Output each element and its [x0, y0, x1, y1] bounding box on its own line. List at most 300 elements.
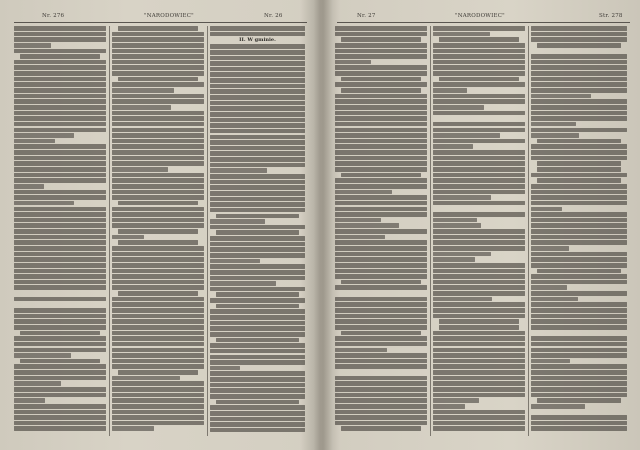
column-heading: II. W gminie.	[239, 37, 276, 44]
column-divider	[207, 26, 208, 436]
text-line	[112, 331, 204, 336]
text-line	[531, 150, 627, 155]
text-line	[14, 376, 106, 381]
text-line	[531, 223, 627, 228]
text-line	[335, 223, 399, 228]
text-line	[531, 133, 579, 138]
text-line	[433, 240, 525, 245]
text-line	[433, 32, 490, 37]
text-line	[433, 99, 525, 104]
text-line	[210, 383, 305, 388]
text-line	[433, 178, 525, 183]
text-line	[210, 236, 305, 241]
text-line	[210, 101, 305, 106]
text-line	[335, 167, 427, 172]
text-line	[14, 223, 106, 228]
text-line	[433, 144, 473, 149]
text-line	[210, 32, 305, 37]
text-line	[531, 94, 591, 99]
text-line	[341, 426, 422, 431]
text-line	[210, 78, 305, 83]
text-line	[531, 60, 627, 65]
text-line	[335, 190, 392, 195]
text-line	[531, 257, 627, 262]
text-line	[335, 263, 427, 268]
text-line	[112, 122, 204, 127]
text-line	[433, 302, 525, 307]
text-line	[210, 140, 305, 145]
text-line	[14, 156, 106, 161]
text-line	[14, 128, 106, 133]
text-line	[433, 297, 492, 302]
text-line	[433, 65, 525, 70]
text-line	[531, 336, 627, 341]
masthead-right: "NARODOWIEC"	[455, 13, 505, 19]
text-line	[112, 49, 204, 54]
text-line	[14, 184, 44, 189]
text-line	[335, 133, 427, 138]
column-divider	[430, 26, 431, 436]
text-line	[14, 269, 106, 274]
text-line	[210, 343, 305, 348]
text-line	[531, 421, 627, 426]
text-line	[335, 49, 427, 54]
text-line	[531, 263, 627, 268]
text-line	[433, 60, 525, 65]
text-line	[14, 370, 106, 375]
text-line	[112, 342, 204, 347]
text-line	[335, 404, 427, 409]
text-line	[14, 37, 106, 42]
text-line	[537, 139, 621, 144]
text-line	[210, 355, 305, 360]
text-line	[335, 269, 427, 274]
text-line	[433, 167, 525, 172]
issue-number-left-2: Nr. 26	[264, 13, 283, 19]
text-line	[335, 105, 427, 110]
text-line	[531, 415, 627, 420]
text-line	[210, 56, 305, 61]
text-line	[210, 270, 305, 275]
text-line	[433, 331, 525, 336]
text-line	[531, 426, 627, 431]
text-line	[14, 122, 106, 127]
text-line	[531, 77, 627, 82]
text-line	[531, 302, 627, 307]
text-line	[531, 201, 627, 206]
text-line	[216, 230, 300, 235]
text-line	[210, 197, 305, 202]
text-line	[112, 139, 204, 144]
column-divider	[109, 26, 110, 436]
text-line	[531, 393, 627, 398]
text-line	[210, 123, 305, 128]
text-line	[210, 225, 305, 230]
text-line	[210, 259, 260, 264]
text-line	[14, 336, 106, 341]
text-line	[14, 263, 106, 268]
text-line	[210, 411, 305, 416]
text-line	[112, 364, 204, 369]
text-line	[335, 376, 427, 381]
text-line	[112, 150, 204, 155]
text-line	[20, 359, 101, 364]
text-line	[112, 184, 204, 189]
text-line	[14, 178, 106, 183]
text-line	[433, 308, 525, 313]
text-line	[531, 235, 627, 240]
text-line	[433, 404, 465, 409]
text-line	[531, 291, 627, 296]
text-line	[14, 285, 106, 290]
text-line	[210, 95, 305, 100]
text-line	[112, 156, 204, 161]
text-line	[14, 257, 106, 262]
text-line	[433, 161, 525, 166]
text-line	[14, 111, 106, 116]
text-line	[335, 235, 385, 240]
text-line	[335, 415, 427, 420]
right-page	[323, 0, 640, 450]
text-line	[341, 37, 422, 42]
text-line	[14, 240, 106, 245]
text-line	[335, 65, 427, 70]
text-line	[112, 314, 204, 319]
text-line	[216, 400, 300, 405]
text-line	[14, 71, 106, 76]
text-line	[335, 229, 427, 234]
text-line	[335, 410, 427, 415]
text-line	[112, 376, 180, 381]
text-line	[112, 43, 204, 48]
text-line	[335, 291, 427, 296]
text-line	[531, 359, 570, 364]
text-line	[335, 82, 427, 87]
text-line	[112, 105, 171, 110]
text-line	[14, 297, 106, 302]
text-line	[112, 319, 204, 324]
text-line	[433, 212, 525, 217]
text-line	[14, 393, 106, 398]
text-line	[210, 315, 305, 320]
text-line	[531, 207, 562, 212]
text-line	[341, 88, 422, 93]
text-line	[531, 99, 627, 104]
text-line	[531, 252, 627, 257]
text-line	[531, 240, 627, 245]
text-line	[14, 82, 106, 87]
text-line	[210, 276, 305, 281]
text-line	[20, 54, 101, 59]
text-line	[210, 208, 305, 213]
masthead-left: "NARODOWIEC"	[144, 13, 194, 19]
text-line	[335, 139, 427, 144]
text-line	[210, 44, 305, 49]
text-line	[335, 274, 427, 279]
text-line	[216, 214, 300, 219]
text-line	[433, 336, 525, 341]
text-column-5	[433, 26, 525, 444]
left-page-header	[14, 13, 307, 21]
text-line	[537, 43, 621, 48]
text-line	[335, 122, 427, 127]
text-line	[210, 135, 305, 140]
text-line	[335, 218, 381, 223]
text-line	[112, 410, 204, 415]
text-line	[531, 297, 578, 302]
text-line	[14, 280, 106, 285]
text-line	[433, 274, 525, 279]
text-line	[14, 49, 106, 54]
text-line	[112, 88, 174, 93]
text-line	[335, 150, 427, 155]
text-line	[335, 325, 427, 330]
text-line	[537, 178, 621, 183]
text-line	[14, 235, 106, 240]
text-line	[433, 156, 525, 161]
text-line	[112, 65, 204, 70]
text-line	[335, 314, 427, 319]
text-line	[335, 111, 427, 116]
text-line	[531, 285, 567, 290]
text-line	[531, 308, 627, 313]
text-line	[335, 195, 427, 200]
text-line	[112, 336, 204, 341]
text-line	[433, 348, 525, 353]
text-line	[210, 84, 305, 89]
text-line	[433, 105, 484, 110]
text-line	[531, 116, 627, 121]
text-line	[531, 111, 627, 116]
text-line	[433, 223, 481, 228]
text-line	[531, 229, 627, 234]
text-line	[433, 122, 525, 127]
text-line	[531, 173, 627, 178]
text-line	[112, 161, 204, 166]
text-line	[433, 314, 525, 319]
text-line	[335, 161, 427, 166]
left-page	[0, 0, 317, 450]
text-line	[14, 116, 106, 121]
text-line	[14, 314, 106, 319]
text-line	[210, 253, 305, 258]
text-line	[14, 364, 106, 369]
text-line	[112, 94, 204, 99]
text-line	[14, 65, 106, 70]
text-line	[112, 82, 204, 87]
text-line	[210, 67, 305, 72]
text-line	[531, 246, 569, 251]
text-line	[14, 190, 106, 195]
text-line	[210, 146, 305, 151]
text-line	[335, 207, 427, 212]
text-line	[433, 398, 479, 403]
text-line	[433, 421, 525, 426]
text-line	[14, 291, 106, 296]
text-line	[531, 128, 627, 133]
text-line	[112, 111, 204, 116]
text-line	[112, 71, 204, 76]
text-line	[433, 94, 525, 99]
text-line	[433, 111, 525, 116]
text-line	[335, 116, 427, 121]
text-line	[112, 167, 168, 172]
text-line	[537, 398, 621, 403]
text-line	[210, 298, 305, 303]
text-line	[210, 129, 305, 134]
text-line	[112, 359, 204, 364]
text-line	[14, 218, 106, 223]
text-line	[433, 280, 525, 285]
text-line	[14, 308, 106, 313]
text-line	[531, 280, 627, 285]
text-line	[433, 218, 477, 223]
text-line	[433, 201, 525, 206]
text-line	[14, 32, 106, 37]
text-line	[112, 32, 204, 37]
text-line	[210, 388, 305, 393]
text-line	[335, 156, 427, 161]
text-line	[531, 410, 627, 415]
text-line	[531, 105, 627, 110]
text-line	[335, 43, 427, 48]
text-line	[14, 150, 106, 155]
text-line	[112, 54, 204, 59]
text-line	[210, 242, 305, 247]
text-line	[335, 252, 427, 257]
text-line	[210, 185, 305, 190]
text-line	[210, 428, 305, 433]
text-line	[335, 370, 427, 375]
text-line	[531, 184, 627, 189]
text-line	[531, 54, 627, 59]
text-line	[210, 191, 305, 196]
text-line	[341, 331, 422, 336]
text-line	[112, 415, 204, 420]
text-line	[433, 291, 525, 296]
text-line	[433, 88, 467, 93]
text-line	[531, 82, 627, 87]
text-line	[112, 116, 204, 121]
text-line	[335, 387, 427, 392]
text-line	[210, 422, 305, 427]
text-line	[216, 292, 300, 297]
text-line	[433, 150, 525, 155]
text-line	[216, 338, 300, 343]
text-line	[118, 291, 199, 296]
text-line	[433, 139, 525, 144]
text-line	[210, 168, 267, 173]
text-line	[433, 269, 525, 274]
text-line	[531, 88, 627, 93]
text-line	[433, 353, 525, 358]
text-line	[335, 393, 427, 398]
text-line	[210, 72, 305, 77]
text-line	[210, 202, 305, 207]
text-line	[531, 65, 627, 70]
text-line	[14, 398, 45, 403]
text-line	[531, 32, 627, 37]
text-line	[335, 212, 427, 217]
text-line	[531, 319, 627, 324]
text-line	[112, 195, 204, 200]
text-line	[433, 381, 525, 386]
text-line	[14, 381, 61, 386]
text-line	[335, 342, 427, 347]
text-line	[433, 235, 525, 240]
text-line	[335, 128, 427, 133]
text-line	[14, 410, 106, 415]
text-line	[112, 173, 204, 178]
text-line	[14, 319, 106, 324]
text-line	[433, 195, 491, 200]
text-line	[210, 180, 305, 185]
text-line	[335, 71, 427, 76]
text-line	[433, 364, 525, 369]
text-line	[335, 285, 427, 290]
text-line	[118, 229, 199, 234]
text-line	[335, 99, 427, 104]
text-line	[112, 246, 204, 251]
text-line	[531, 144, 627, 149]
text-line	[14, 302, 106, 307]
text-line	[531, 26, 627, 31]
text-line	[335, 381, 427, 386]
text-line	[14, 201, 74, 206]
text-line	[14, 212, 106, 217]
text-line	[210, 89, 305, 94]
text-line	[335, 421, 427, 426]
text-line	[112, 133, 204, 138]
text-line	[531, 325, 627, 330]
text-line	[210, 332, 305, 337]
text-line	[335, 60, 371, 65]
text-line	[112, 223, 204, 228]
text-line	[433, 133, 500, 138]
text-line	[335, 178, 427, 183]
text-line	[112, 212, 204, 217]
text-line	[433, 54, 525, 59]
text-line	[112, 398, 204, 403]
text-line	[537, 167, 621, 172]
text-column-6	[531, 26, 627, 444]
issue-number-right-2: Str. 278	[599, 13, 623, 19]
text-line	[433, 82, 525, 87]
text-line	[335, 302, 427, 307]
text-line	[14, 167, 106, 172]
text-line	[112, 421, 204, 426]
text-line	[439, 37, 520, 42]
text-line	[210, 360, 305, 365]
text-line	[112, 280, 204, 285]
text-line	[112, 37, 204, 42]
text-line	[531, 37, 627, 42]
text-line	[14, 353, 71, 358]
text-line	[14, 105, 106, 110]
text-line	[210, 394, 305, 399]
text-column-4	[335, 26, 427, 444]
text-line	[112, 274, 204, 279]
text-line	[14, 77, 106, 82]
text-line	[433, 43, 525, 48]
text-column-2	[112, 26, 204, 444]
text-line	[531, 404, 585, 409]
text-line	[341, 280, 422, 285]
text-line	[14, 43, 51, 48]
text-line	[210, 174, 305, 179]
text-line	[210, 371, 305, 376]
text-line	[439, 77, 520, 82]
